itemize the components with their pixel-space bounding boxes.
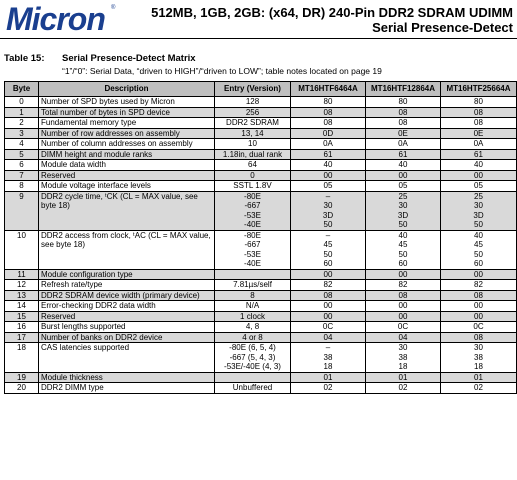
mt16htf6464a-cell: 80 xyxy=(291,97,366,108)
entry-cell: 1 clock xyxy=(215,311,291,322)
page-header xyxy=(0,0,517,48)
mt16htf6464a-cell: 01 xyxy=(291,372,366,383)
mt16htf12864a-cell: 00 xyxy=(366,170,441,181)
description-cell: Total number of bytes in SPD device xyxy=(39,107,215,118)
description-cell: DDR2 cycle time, ᵗCK (CL = MAX value, see byte 18) xyxy=(39,191,215,230)
entry-cell: 13, 14 xyxy=(215,128,291,139)
table-body xyxy=(5,97,517,394)
mt16htf6464a-cell: 82 xyxy=(291,280,366,291)
description-cell: DDR2 DIMM type xyxy=(39,383,215,394)
table-row xyxy=(5,301,517,312)
mt16htf12864a-cell: 0E xyxy=(366,128,441,139)
table-row xyxy=(5,191,517,230)
description-cell: Module thickness xyxy=(39,372,215,383)
mt16htf6464a-cell: 08 xyxy=(291,290,366,301)
mt16htf6464a-cell: 40 xyxy=(291,160,366,171)
mt16htf12864a-cell: 0A xyxy=(366,139,441,150)
mt16htf6464a-cell: 0A xyxy=(291,139,366,150)
mt16htf25664a-cell: 01 xyxy=(441,372,517,383)
table-header-row xyxy=(5,82,517,97)
header-mt16htf6464a: MT16HTF6464A xyxy=(291,82,366,97)
entry-cell: -80E -667 -53E -40E xyxy=(215,230,291,269)
mt16htf25664a-cell: 08 xyxy=(441,107,517,118)
description-cell: Module voltage interface levels xyxy=(39,181,215,192)
table-row xyxy=(5,343,517,373)
description-cell: Number of column addresses on assembly xyxy=(39,139,215,150)
byte-cell: 6 xyxy=(5,160,39,171)
header-entry: Entry (Version) xyxy=(215,82,291,97)
description-cell: Fundamental memory type xyxy=(39,118,215,129)
mt16htf12864a-cell: 08 xyxy=(366,107,441,118)
byte-cell: 15 xyxy=(5,311,39,322)
table-row xyxy=(5,107,517,118)
byte-cell: 8 xyxy=(5,181,39,192)
mt16htf25664a-cell: 02 xyxy=(441,383,517,394)
mt16htf6464a-cell: 08 xyxy=(291,118,366,129)
description-cell: DDR2 access from clock, ᵗAC (CL = MAX value, see byte 18) xyxy=(39,230,215,269)
document-title-line1: 512MB, 1GB, 2GB: (x64, DR) 240-Pin DDR2 SDRAM UDIMM xyxy=(151,5,513,20)
registered-mark: ® xyxy=(111,5,116,11)
entry-cell xyxy=(215,372,291,383)
document-title xyxy=(151,5,513,35)
byte-cell: 19 xyxy=(5,372,39,383)
table-row xyxy=(5,372,517,383)
mt16htf25664a-cell: 0C xyxy=(441,322,517,333)
description-cell: DDR2 SDRAM device width (primary device) xyxy=(39,290,215,301)
table-row xyxy=(5,97,517,108)
mt16htf6464a-cell: 00 xyxy=(291,311,366,322)
mt16htf25664a-cell: 00 xyxy=(441,269,517,280)
mt16htf6464a-cell: 05 xyxy=(291,181,366,192)
mt16htf12864a-cell: 30 38 18 xyxy=(366,343,441,373)
entry-cell: 7.81µs/self xyxy=(215,280,291,291)
table-row xyxy=(5,160,517,171)
byte-cell: 11 xyxy=(5,269,39,280)
byte-cell: 13 xyxy=(5,290,39,301)
byte-cell: 3 xyxy=(5,128,39,139)
mt16htf6464a-cell: 61 xyxy=(291,149,366,160)
table-row xyxy=(5,139,517,150)
description-cell: CAS latencies supported xyxy=(39,343,215,373)
mt16htf6464a-cell: 00 xyxy=(291,269,366,280)
header-mt16htf25664a: MT16HTF25664A xyxy=(441,82,517,97)
mt16htf6464a-cell: – 38 18 xyxy=(291,343,366,373)
table-row xyxy=(5,311,517,322)
mt16htf6464a-cell: 02 xyxy=(291,383,366,394)
entry-cell: SSTL 1.8V xyxy=(215,181,291,192)
mt16htf25664a-cell: 0E xyxy=(441,128,517,139)
table-name: Serial Presence-Detect Matrix xyxy=(62,53,196,64)
mt16htf12864a-cell: 04 xyxy=(366,332,441,343)
byte-cell: 12 xyxy=(5,280,39,291)
table-caption xyxy=(4,53,382,76)
entry-cell: 64 xyxy=(215,160,291,171)
description-cell: Burst lengths supported xyxy=(39,322,215,333)
mt16htf12864a-cell: 00 xyxy=(366,301,441,312)
description-cell: Number of SPD bytes used by Micron xyxy=(39,97,215,108)
mt16htf12864a-cell: 05 xyxy=(366,181,441,192)
mt16htf12864a-cell: 82 xyxy=(366,280,441,291)
mt16htf25664a-cell: 0A xyxy=(441,139,517,150)
description-cell: Error-checking DDR2 data width xyxy=(39,301,215,312)
table-row xyxy=(5,181,517,192)
header-rule xyxy=(0,38,517,39)
mt16htf6464a-cell: 08 xyxy=(291,107,366,118)
mt16htf25664a-cell: 82 xyxy=(441,280,517,291)
mt16htf12864a-cell: 01 xyxy=(366,372,441,383)
mt16htf6464a-cell: 0D xyxy=(291,128,366,139)
table-row xyxy=(5,290,517,301)
mt16htf12864a-cell: 08 xyxy=(366,118,441,129)
entry-cell: Unbuffered xyxy=(215,383,291,394)
mt16htf12864a-cell: 40 45 50 60 xyxy=(366,230,441,269)
description-cell: Module data width xyxy=(39,160,215,171)
header-byte: Byte xyxy=(5,82,39,97)
entry-cell: 256 xyxy=(215,107,291,118)
mt16htf25664a-cell: 00 xyxy=(441,170,517,181)
entry-cell: 4, 8 xyxy=(215,322,291,333)
mt16htf6464a-cell: 00 xyxy=(291,170,366,181)
entry-cell xyxy=(215,269,291,280)
mt16htf12864a-cell: 80 xyxy=(366,97,441,108)
description-cell: Reserved xyxy=(39,170,215,181)
byte-cell: 10 xyxy=(5,230,39,269)
mt16htf12864a-cell: 0C xyxy=(366,322,441,333)
entry-cell: 10 xyxy=(215,139,291,150)
entry-cell: N/A xyxy=(215,301,291,312)
mt16htf12864a-cell: 00 xyxy=(366,269,441,280)
byte-cell: 16 xyxy=(5,322,39,333)
entry-cell: DDR2 SDRAM xyxy=(215,118,291,129)
mt16htf25664a-cell: 61 xyxy=(441,149,517,160)
entry-cell: -80E -667 -53E -40E xyxy=(215,191,291,230)
byte-cell: 7 xyxy=(5,170,39,181)
mt16htf25664a-cell: 30 38 18 xyxy=(441,343,517,373)
mt16htf25664a-cell: 40 45 50 60 xyxy=(441,230,517,269)
table-row xyxy=(5,322,517,333)
table-row xyxy=(5,383,517,394)
byte-cell: 5 xyxy=(5,149,39,160)
mt16htf12864a-cell: 08 xyxy=(366,290,441,301)
mt16htf6464a-cell: 04 xyxy=(291,332,366,343)
mt16htf25664a-cell: 00 xyxy=(441,311,517,322)
mt16htf12864a-cell: 02 xyxy=(366,383,441,394)
byte-cell: 9 xyxy=(5,191,39,230)
document-title-line2: Serial Presence-Detect xyxy=(372,20,513,35)
byte-cell: 4 xyxy=(5,139,39,150)
byte-cell: 1 xyxy=(5,107,39,118)
mt16htf6464a-cell: 0C xyxy=(291,322,366,333)
entry-cell: -80E (6, 5, 4) -667 (5, 4, 3) -53E/-40E (4, 3) xyxy=(215,343,291,373)
entry-cell: 8 xyxy=(215,290,291,301)
description-cell: DIMM height and module ranks xyxy=(39,149,215,160)
header-description: Description xyxy=(39,82,215,97)
table-note: “1”/“0”: Serial Data, “driven to HIGH”/“driven to LOW”; table notes located on page 19 xyxy=(62,66,382,76)
table-row xyxy=(5,280,517,291)
table-row xyxy=(5,118,517,129)
description-cell: Number of row addresses on assembly xyxy=(39,128,215,139)
mt16htf12864a-cell: 61 xyxy=(366,149,441,160)
byte-cell: 18 xyxy=(5,343,39,373)
byte-cell: 0 xyxy=(5,97,39,108)
table-row xyxy=(5,230,517,269)
mt16htf12864a-cell: 25 30 3D 50 xyxy=(366,191,441,230)
description-cell: Module configuration type xyxy=(39,269,215,280)
mt16htf12864a-cell: 40 xyxy=(366,160,441,171)
mt16htf25664a-cell: 80 xyxy=(441,97,517,108)
mt16htf25664a-cell: 05 xyxy=(441,181,517,192)
entry-cell: 0 xyxy=(215,170,291,181)
micron-logo xyxy=(6,2,105,36)
mt16htf25664a-cell: 08 xyxy=(441,118,517,129)
table-row xyxy=(5,269,517,280)
mt16htf6464a-cell: 00 xyxy=(291,301,366,312)
mt16htf25664a-cell: 40 xyxy=(441,160,517,171)
table-row xyxy=(5,332,517,343)
byte-cell: 20 xyxy=(5,383,39,394)
description-cell: Reserved xyxy=(39,311,215,322)
spd-matrix-table xyxy=(4,81,517,394)
byte-cell: 2 xyxy=(5,118,39,129)
entry-cell: 4 or 8 xyxy=(215,332,291,343)
entry-cell: 1.18in, dual rank xyxy=(215,149,291,160)
table-number: Table 15: xyxy=(4,53,45,64)
table-row xyxy=(5,170,517,181)
mt16htf6464a-cell: – 30 3D 50 xyxy=(291,191,366,230)
mt16htf25664a-cell: 00 xyxy=(441,301,517,312)
mt16htf25664a-cell: 08 xyxy=(441,290,517,301)
mt16htf6464a-cell: – 45 50 60 xyxy=(291,230,366,269)
description-cell: Number of banks on DDR2 device xyxy=(39,332,215,343)
mt16htf12864a-cell: 00 xyxy=(366,311,441,322)
mt16htf25664a-cell: 08 xyxy=(441,332,517,343)
header-mt16htf12864a: MT16HTF12864A xyxy=(366,82,441,97)
description-cell: Refresh rate/type xyxy=(39,280,215,291)
entry-cell: 128 xyxy=(215,97,291,108)
table-row xyxy=(5,128,517,139)
byte-cell: 17 xyxy=(5,332,39,343)
byte-cell: 14 xyxy=(5,301,39,312)
mt16htf25664a-cell: 25 30 3D 50 xyxy=(441,191,517,230)
logo-text: Micron xyxy=(6,1,105,37)
table-row xyxy=(5,149,517,160)
